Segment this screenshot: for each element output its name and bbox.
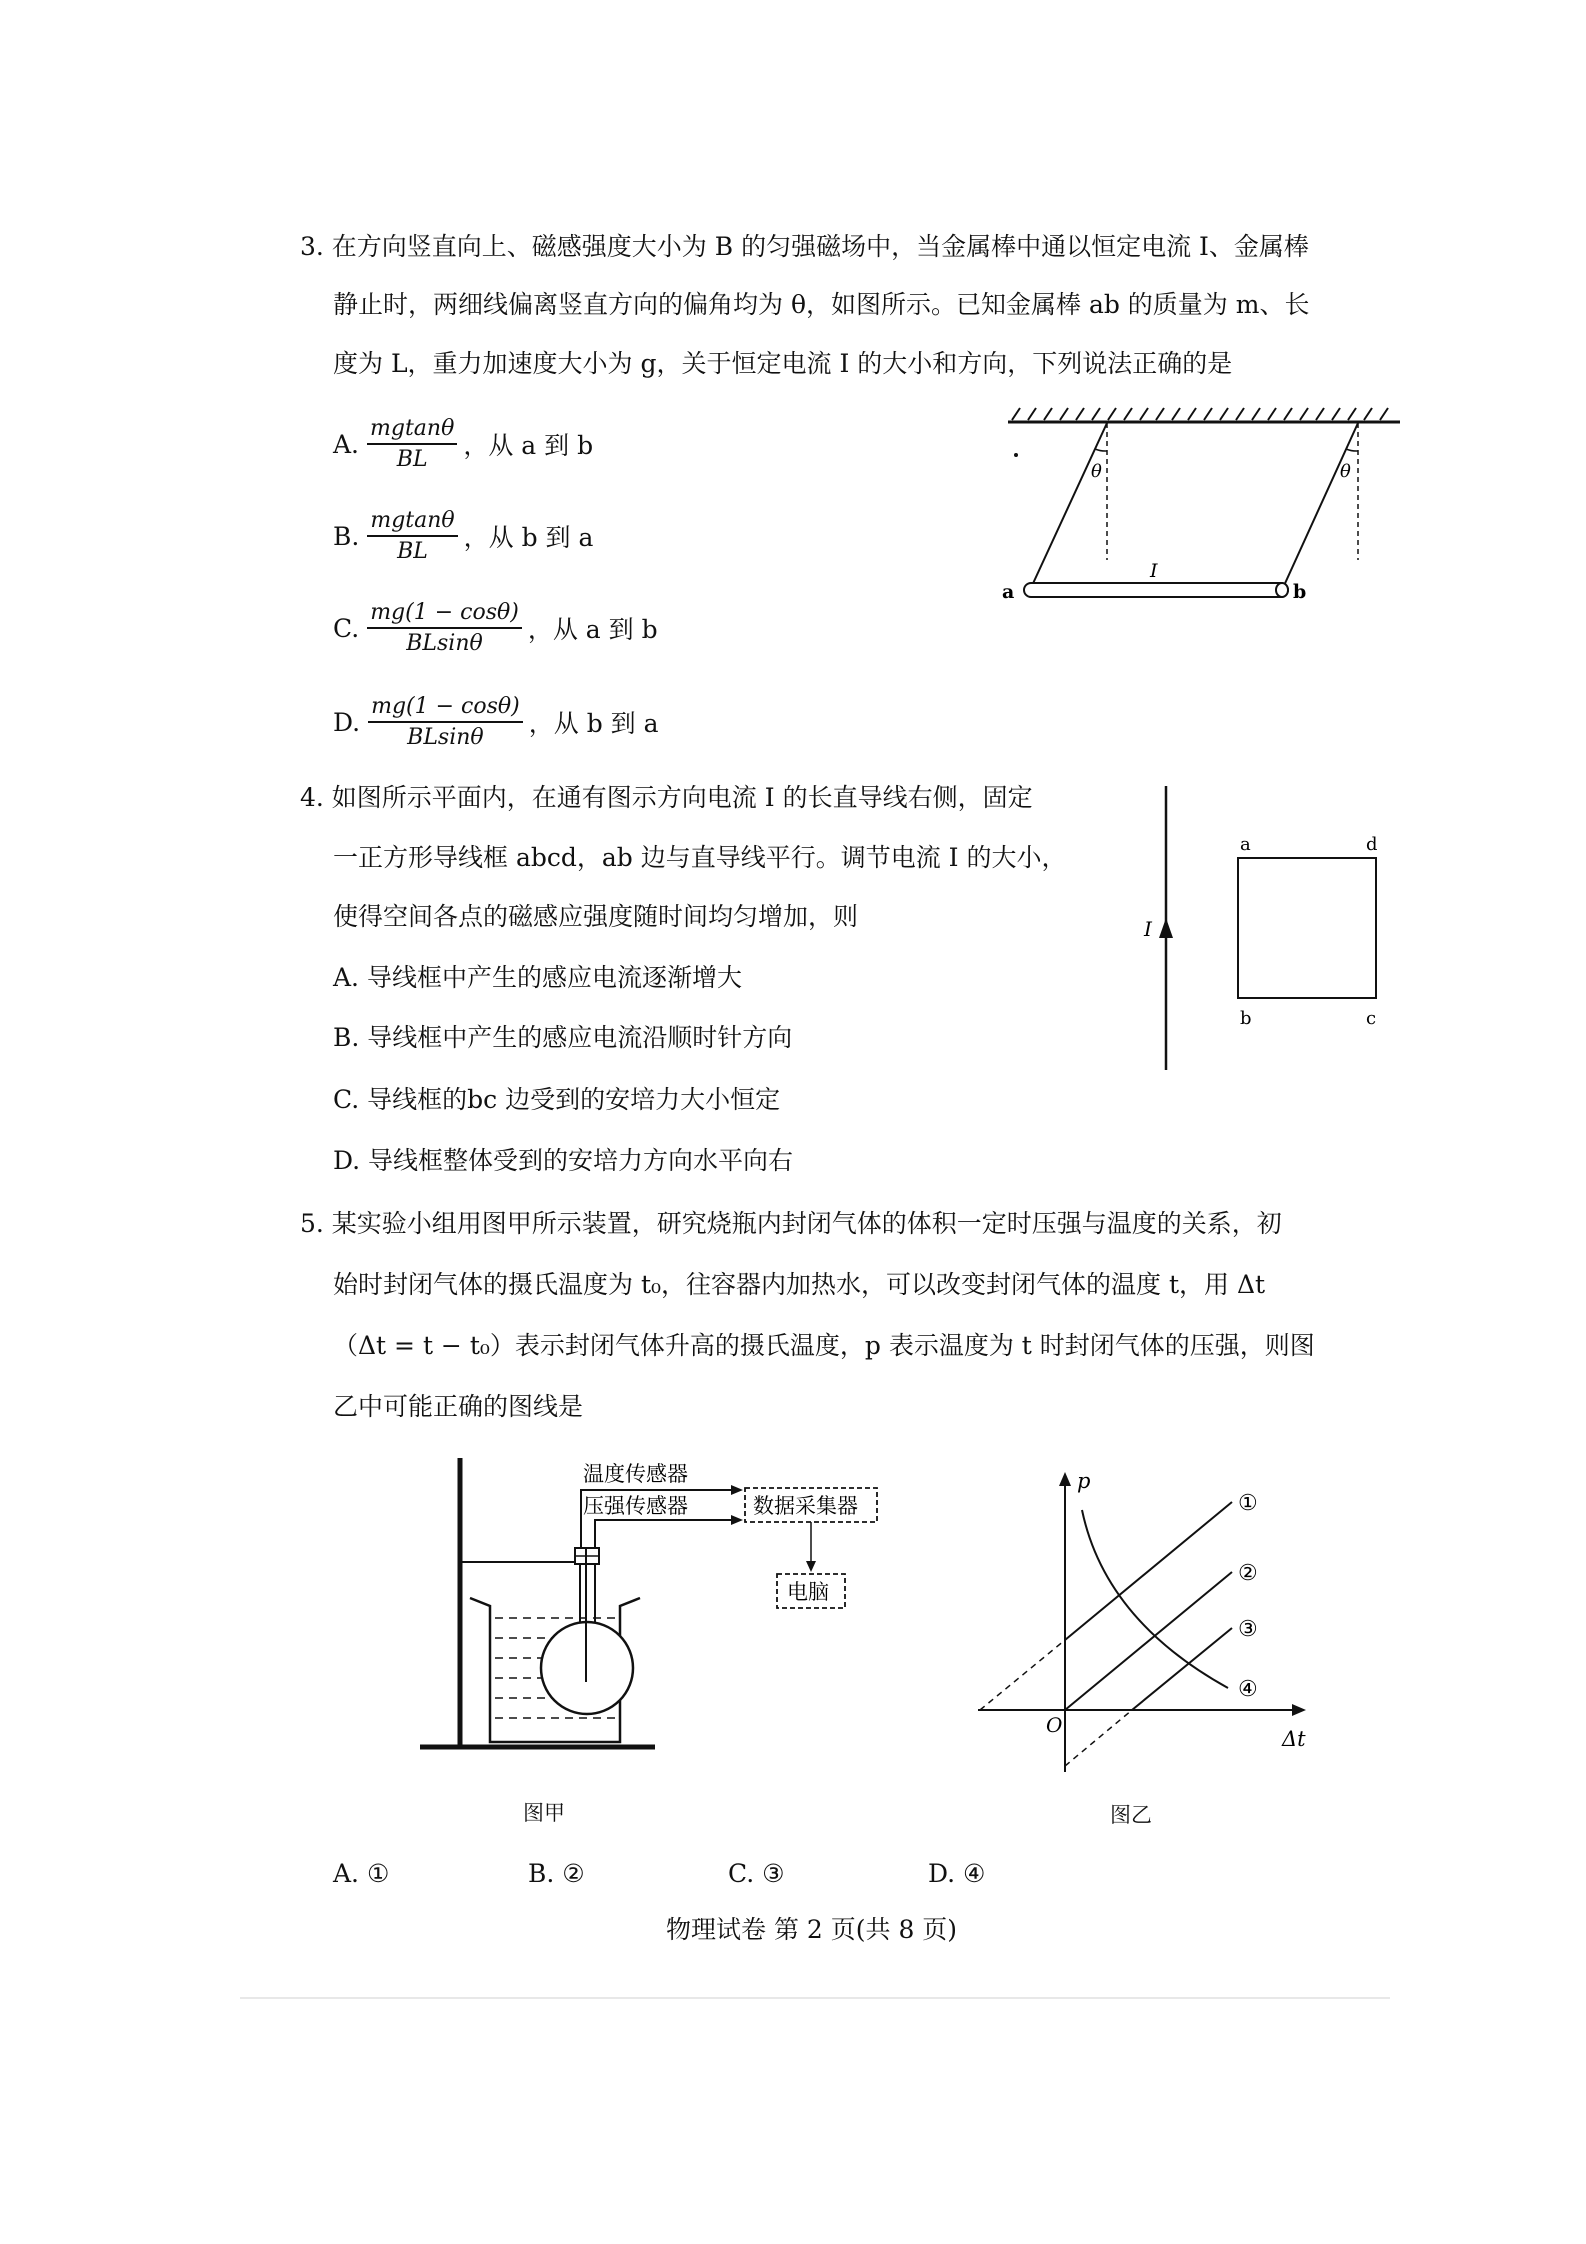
q3-line-3: 度为 L，重力加速度大小为 g，关于恒定电流 I 的大小和方向，下列说法正确的是 <box>333 349 1233 378</box>
square-loop <box>1238 858 1376 998</box>
line-3-extension <box>1065 1710 1132 1766</box>
corner-a: a <box>1240 834 1251 855</box>
line-2 <box>1065 1572 1232 1710</box>
line-2-label: ② <box>1238 1561 1258 1586</box>
angle-label-left: θ <box>1091 461 1102 482</box>
rod-label-b: b <box>1293 581 1307 603</box>
q4-option-b[interactable]: B. 导线框中产生的感应电流沿顺时针方向 <box>333 1023 793 1052</box>
curve-4 <box>1082 1510 1228 1688</box>
angle-label-right: θ <box>1340 461 1351 482</box>
q5-option-c[interactable]: C. ③ <box>728 1859 785 1888</box>
current-label-rod: I <box>1150 560 1158 582</box>
thread-left <box>1030 423 1107 590</box>
pressure-tube <box>595 1520 735 1548</box>
x-axis-label: Δt <box>1282 1727 1306 1751</box>
q5-option-a[interactable]: A. ① <box>333 1859 390 1888</box>
speck <box>1014 453 1018 457</box>
rod-end-b <box>1276 583 1288 597</box>
q4-line-3: 使得空间各点的磁感应强度随时间均匀增加，则 <box>333 902 859 931</box>
angle-arc-left <box>1095 449 1107 451</box>
line-3-label: ③ <box>1238 1617 1258 1642</box>
figure-b-caption: 图乙 <box>1110 1803 1152 1827</box>
line-1-extension <box>980 1640 1065 1710</box>
page-footer: 物理试卷 第 2 页(共 8 页) <box>666 1915 958 1944</box>
q5-line-3: （Δt = t − t₀）表示封闭气体升高的摄氏温度，p 表示温度为 t 时封闭气体的压强，则图 <box>333 1331 1315 1360</box>
angle-arc-right <box>1346 449 1358 451</box>
q3-option-a[interactable]: A. $\frac{mgtan\theta}{BL}$ ，从 a 到 b <box>333 416 594 472</box>
page-bottom-edge <box>240 1997 1390 1999</box>
line-1-label: ① <box>1238 1491 1258 1516</box>
q5-option-b[interactable]: B. ② <box>528 1859 585 1888</box>
line-4-label: ④ <box>1238 1677 1258 1702</box>
q3-option-b[interactable]: B. $\frac{mgtan\theta}{BL}$ ，从 b 到 a <box>333 508 594 564</box>
pressure-sensor-label: 压强传感器 <box>583 1494 688 1518</box>
q4-option-c[interactable]: C. 导线框的bc 边受到的安培力大小恒定 <box>333 1085 781 1114</box>
q3-option-c[interactable]: C. $\frac{mg(1 - \cos\theta)}{BLsin\theta}$ ，从 a 到 b <box>333 600 658 656</box>
origin-label: O <box>1046 1713 1063 1737</box>
corner-c: c <box>1366 1008 1377 1029</box>
corner-b: b <box>1240 1008 1252 1029</box>
q5-line-2: 始时封闭气体的摄氏温度为 t₀，往容器内加热水，可以改变封闭气体的温度 t，用 Δt <box>333 1270 1266 1299</box>
q5-figure-a <box>405 1450 925 1780</box>
q3-line-2: 静止时，两细线偏离竖直方向的偏角均为 θ，如图所示。已知金属棒 ab 的质量为 m、长 <box>333 290 1310 319</box>
q3-figure <box>990 400 1410 620</box>
q3-option-d[interactable]: D. $\frac{mg(1 - \cos\theta)}{BLsin\theta}$ ，从 b 到 a <box>333 694 659 750</box>
data-collector-label: 数据采集器 <box>753 1494 858 1518</box>
q4-line-2: 一正方形导线框 abcd，ab 边与直导线平行。调节电流 I 的大小， <box>333 843 1067 872</box>
q5-option-d[interactable]: D. ④ <box>928 1859 986 1888</box>
q5-line-1: 5. 某实验小组用图甲所示装置，研究烧瓶内封闭气体的体积一定时压强与温度的关系，初 <box>300 1209 1282 1238</box>
q5-figure-b <box>970 1460 1330 1780</box>
thread-right <box>1282 423 1358 590</box>
q4-line-1: 4. 如图所示平面内，在通有图示方向电流 I 的长直导线右侧，固定 <box>300 783 1033 812</box>
corner-d: d <box>1366 834 1378 855</box>
current-arrow <box>1159 918 1173 938</box>
wire-current-label: I <box>1144 917 1152 941</box>
q5-line-4: 乙中可能正确的图线是 <box>333 1392 584 1421</box>
figure-a-caption: 图甲 <box>523 1801 565 1825</box>
q4-figure <box>1130 780 1430 1080</box>
temp-sensor-label: 温度传感器 <box>583 1462 688 1486</box>
y-axis-label: p <box>1077 1469 1091 1493</box>
metal-rod <box>1024 583 1288 597</box>
line-3 <box>1132 1628 1232 1710</box>
ceiling-hatch <box>1012 408 1388 420</box>
rod-label-a: a <box>1002 581 1015 603</box>
q4-option-a[interactable]: A. 导线框中产生的感应电流逐渐增大 <box>333 963 742 992</box>
q4-option-d[interactable]: D. 导线框整体受到的安培力方向水平向右 <box>333 1146 794 1175</box>
line-1 <box>1065 1502 1232 1640</box>
computer-label: 电脑 <box>787 1580 829 1604</box>
q3-line-1: 3. 在方向竖直向上、磁感强度大小为 B 的匀强磁场中，当金属棒中通以恒定电流 I、金属棒 <box>300 232 1309 261</box>
